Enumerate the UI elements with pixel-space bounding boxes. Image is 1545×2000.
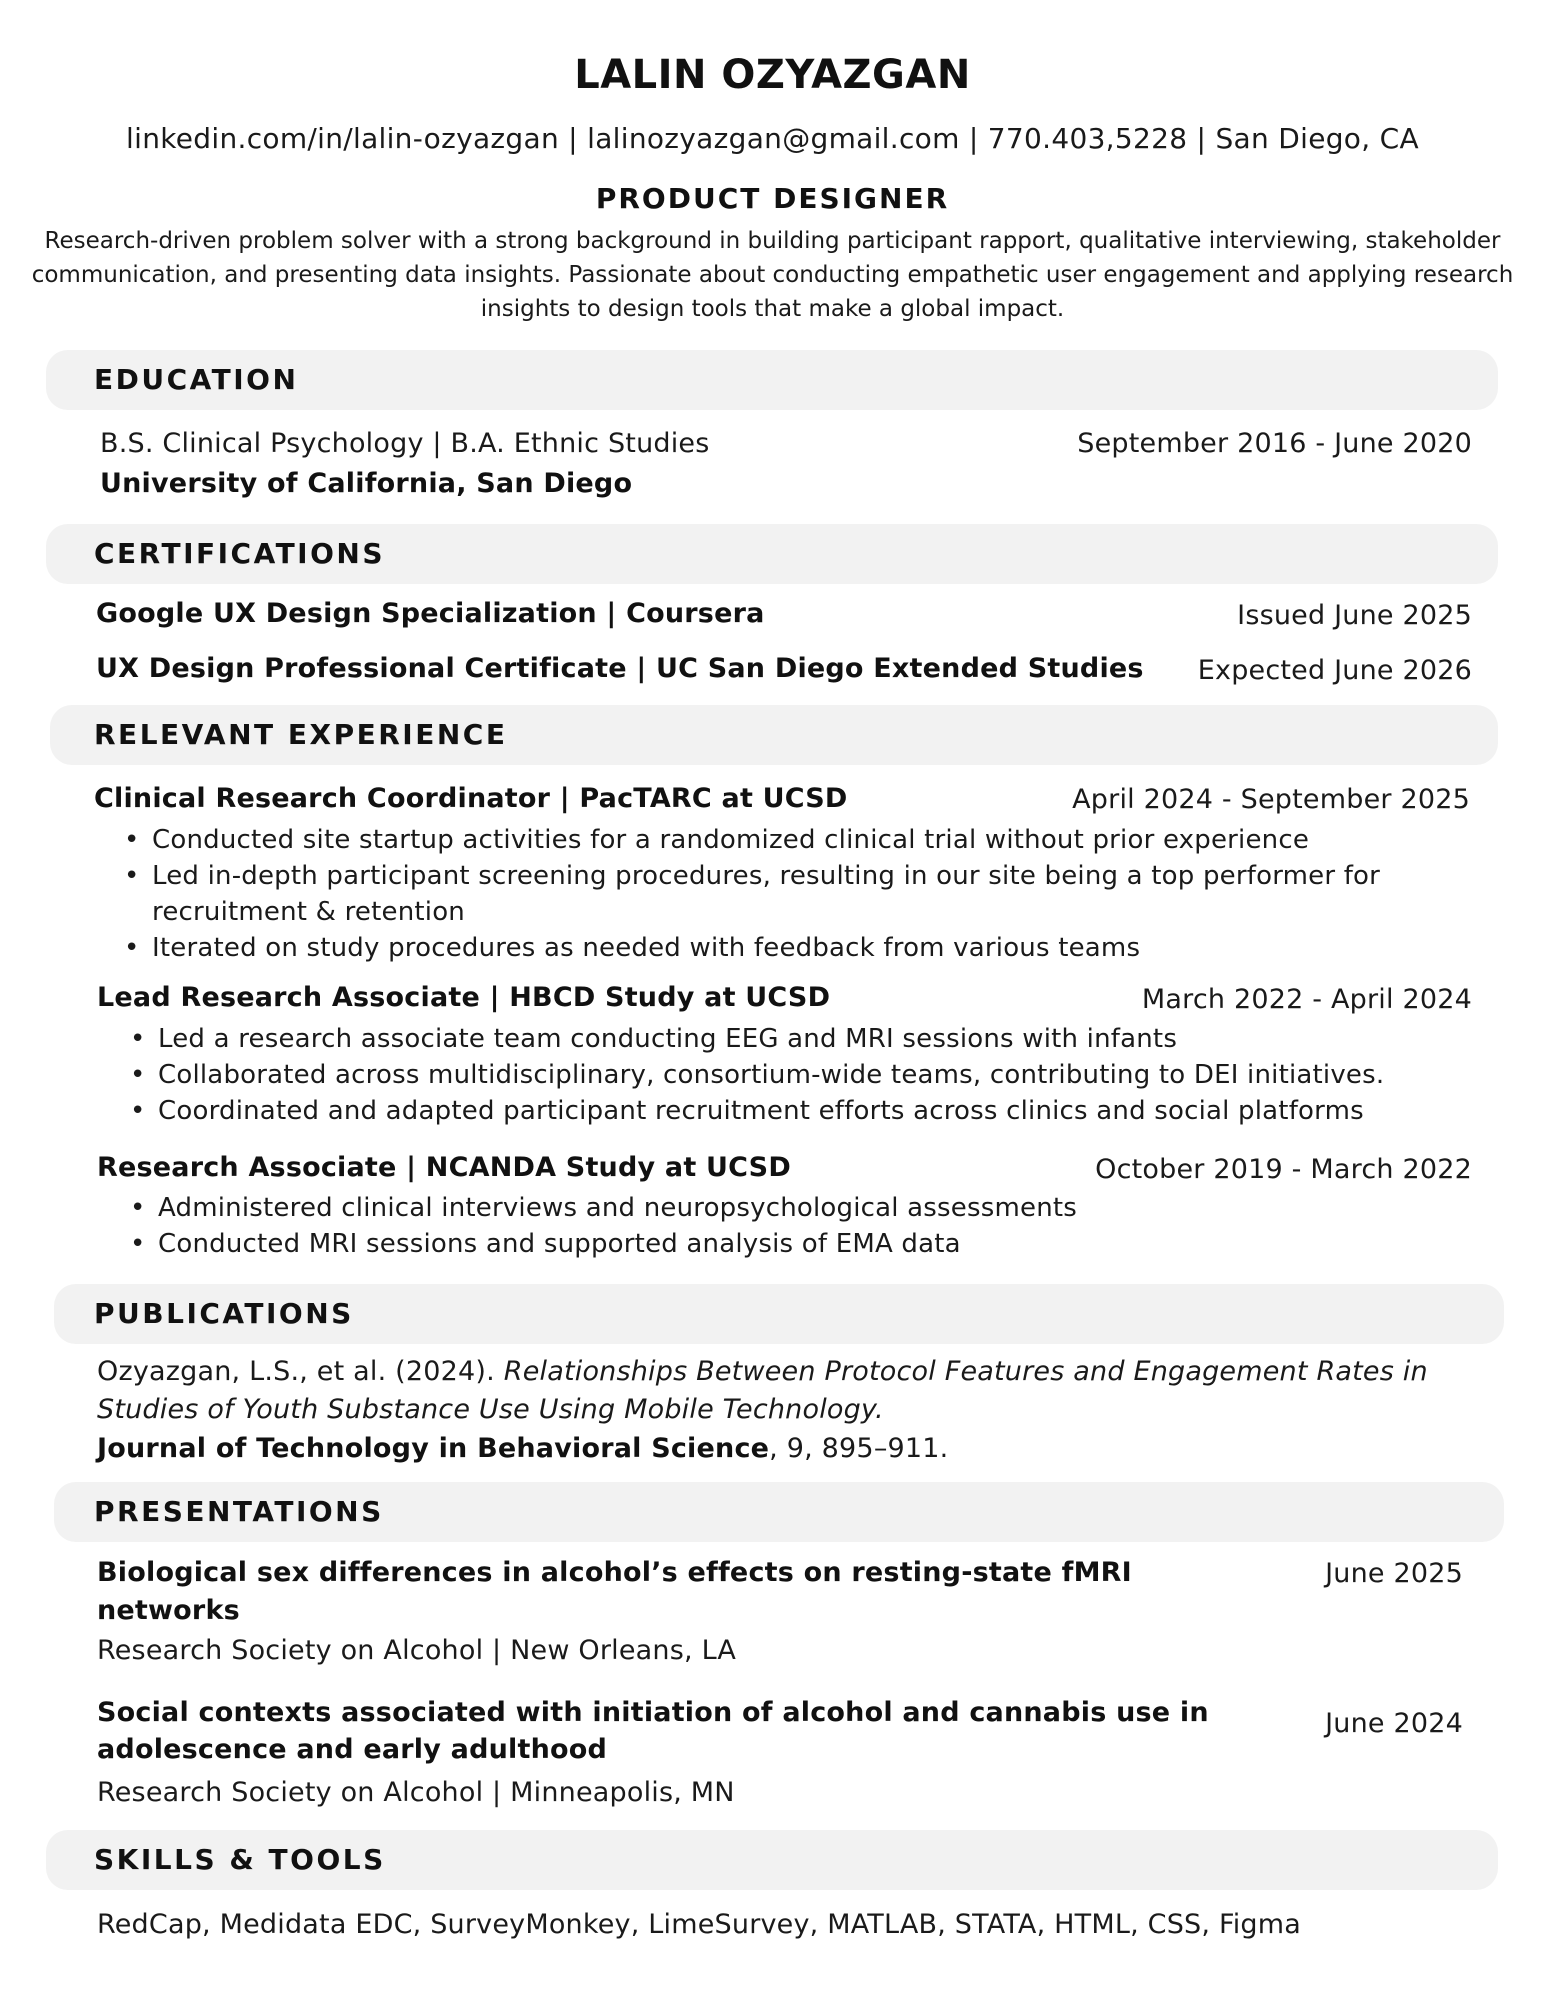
job-bullet: • Coordinated and adapted participant recruitment efforts across clinics and social platforms bbox=[126, 1093, 1446, 1129]
presentation-title-cont: networks bbox=[97, 1595, 240, 1626]
job-role: Lead Research Associate | HBCD Study at UCSD bbox=[97, 982, 831, 1013]
job-bullet: • Led in-depth participant screening procedures, resulting in our site being a top performer for recruitment & retention bbox=[120, 858, 1440, 930]
certification-name: UX Design Professional Certificate | UC San Diego Extended Studies bbox=[96, 653, 1144, 684]
certifications-title: CERTIFICATIONS bbox=[94, 537, 386, 570]
presentation-title: Biological sex differences in alcohol’s effects on resting-state fMRI bbox=[97, 1557, 1132, 1588]
contact-line: linkedin.com/in/lalin-ozyazgan | lalinozyazgan@gmail.com | 770.403,5228 | San Diego, CA bbox=[126, 122, 1419, 155]
presentation-date: June 2024 bbox=[1325, 1708, 1463, 1739]
presentation-title: Social contexts associated with initiation of alcohol and cannabis use in bbox=[97, 1697, 1209, 1728]
candidate-name: LALIN OZYAZGAN bbox=[574, 52, 971, 98]
presentation-venue: Research Society on Alcohol | Minneapolis, MN bbox=[97, 1777, 735, 1808]
job-dates: October 2019 - March 2022 bbox=[1095, 1154, 1472, 1185]
job-bullet: • Administered clinical interviews and neuropsychological assessments bbox=[126, 1190, 1446, 1226]
job-bullet: • Led a research associate team conducting EEG and MRI sessions with infants bbox=[126, 1021, 1446, 1057]
publication-journal: Journal of Technology in Behavioral Science bbox=[97, 1433, 770, 1464]
job-bullet-list bbox=[120, 822, 1440, 966]
certification-date: Expected June 2026 bbox=[1197, 655, 1472, 686]
certification-name: Google UX Design Specialization | Coursera bbox=[96, 598, 765, 629]
certification-date: Issued June 2025 bbox=[1237, 600, 1472, 631]
job-bullet: • Conducted site startup activities for a randomized clinical trial without prior experience bbox=[120, 822, 1440, 858]
certifications-section-header bbox=[46, 524, 1498, 584]
job-bullet: • Conducted MRI sessions and supported analysis of EMA data bbox=[126, 1226, 1446, 1262]
job-bullet-list bbox=[126, 1190, 1446, 1262]
education-title: EDUCATION bbox=[94, 363, 299, 396]
presentation-title-cont: adolescence and early adulthood bbox=[97, 1734, 608, 1765]
publication-journal-line bbox=[97, 1433, 948, 1464]
skills-list: RedCap, Medidata EDC, SurveyMonkey, LimeSurvey, MATLAB, STATA, HTML, CSS, Figma bbox=[97, 1909, 1301, 1940]
experience-section-header bbox=[50, 705, 1498, 765]
presentations-title: PRESENTATIONS bbox=[94, 1495, 384, 1528]
education-dates: September 2016 - June 2020 bbox=[1077, 428, 1472, 459]
experience-title: RELEVANT EXPERIENCE bbox=[94, 718, 508, 751]
presentation-date: June 2025 bbox=[1325, 1558, 1463, 1589]
school-name: University of California, San Diego bbox=[100, 468, 633, 499]
publication-volume: , 9, 895–911. bbox=[769, 1433, 949, 1464]
job-role: Clinical Research Coordinator | PacTARC at UCSD bbox=[94, 783, 848, 814]
job-dates: March 2022 - April 2024 bbox=[1141, 984, 1472, 1015]
job-bullet-list bbox=[126, 1021, 1446, 1129]
publications-title: PUBLICATIONS bbox=[94, 1297, 354, 1330]
job-role: Research Associate | NCANDA Study at UCSD bbox=[97, 1152, 791, 1183]
presentation-venue: Research Society on Alcohol | New Orleans, LA bbox=[97, 1635, 737, 1666]
publication-article-title: Relationships Between Protocol Features and Engagement Rates in bbox=[503, 1356, 1428, 1387]
publication-authors: Ozyazgan, L.S., et al. (2024). bbox=[97, 1356, 504, 1387]
job-bullet: • Iterated on study procedures as needed with feedback from various teams bbox=[120, 930, 1440, 966]
job-title: PRODUCT DESIGNER bbox=[595, 182, 950, 215]
degree: B.S. Clinical Psychology | B.A. Ethnic Studies bbox=[100, 428, 710, 459]
job-bullet: • Collaborated across multidisciplinary, consortium-wide teams, contributing to DEI initiatives. bbox=[126, 1057, 1446, 1093]
publication-citation-line bbox=[97, 1356, 1428, 1387]
skills-title: SKILLS & TOOLS bbox=[94, 1843, 386, 1876]
education-section-header bbox=[46, 350, 1498, 410]
summary-paragraph: Research-driven problem solver with a strong background in building participant rapport, qualitative interviewing, stakeholder communication, and presenting data insights. Passionate about conducting empathetic user engagement and applying research insights to design tools that make a global impact. bbox=[31, 228, 1514, 322]
skills-section-header bbox=[46, 1830, 1498, 1890]
presentations-section-header bbox=[54, 1482, 1504, 1542]
job-dates: April 2024 - September 2025 bbox=[1072, 784, 1470, 815]
publications-section-header bbox=[54, 1284, 1504, 1344]
publication-article-title-cont: Studies of Youth Substance Use Using Mobile Technology. bbox=[97, 1394, 884, 1425]
